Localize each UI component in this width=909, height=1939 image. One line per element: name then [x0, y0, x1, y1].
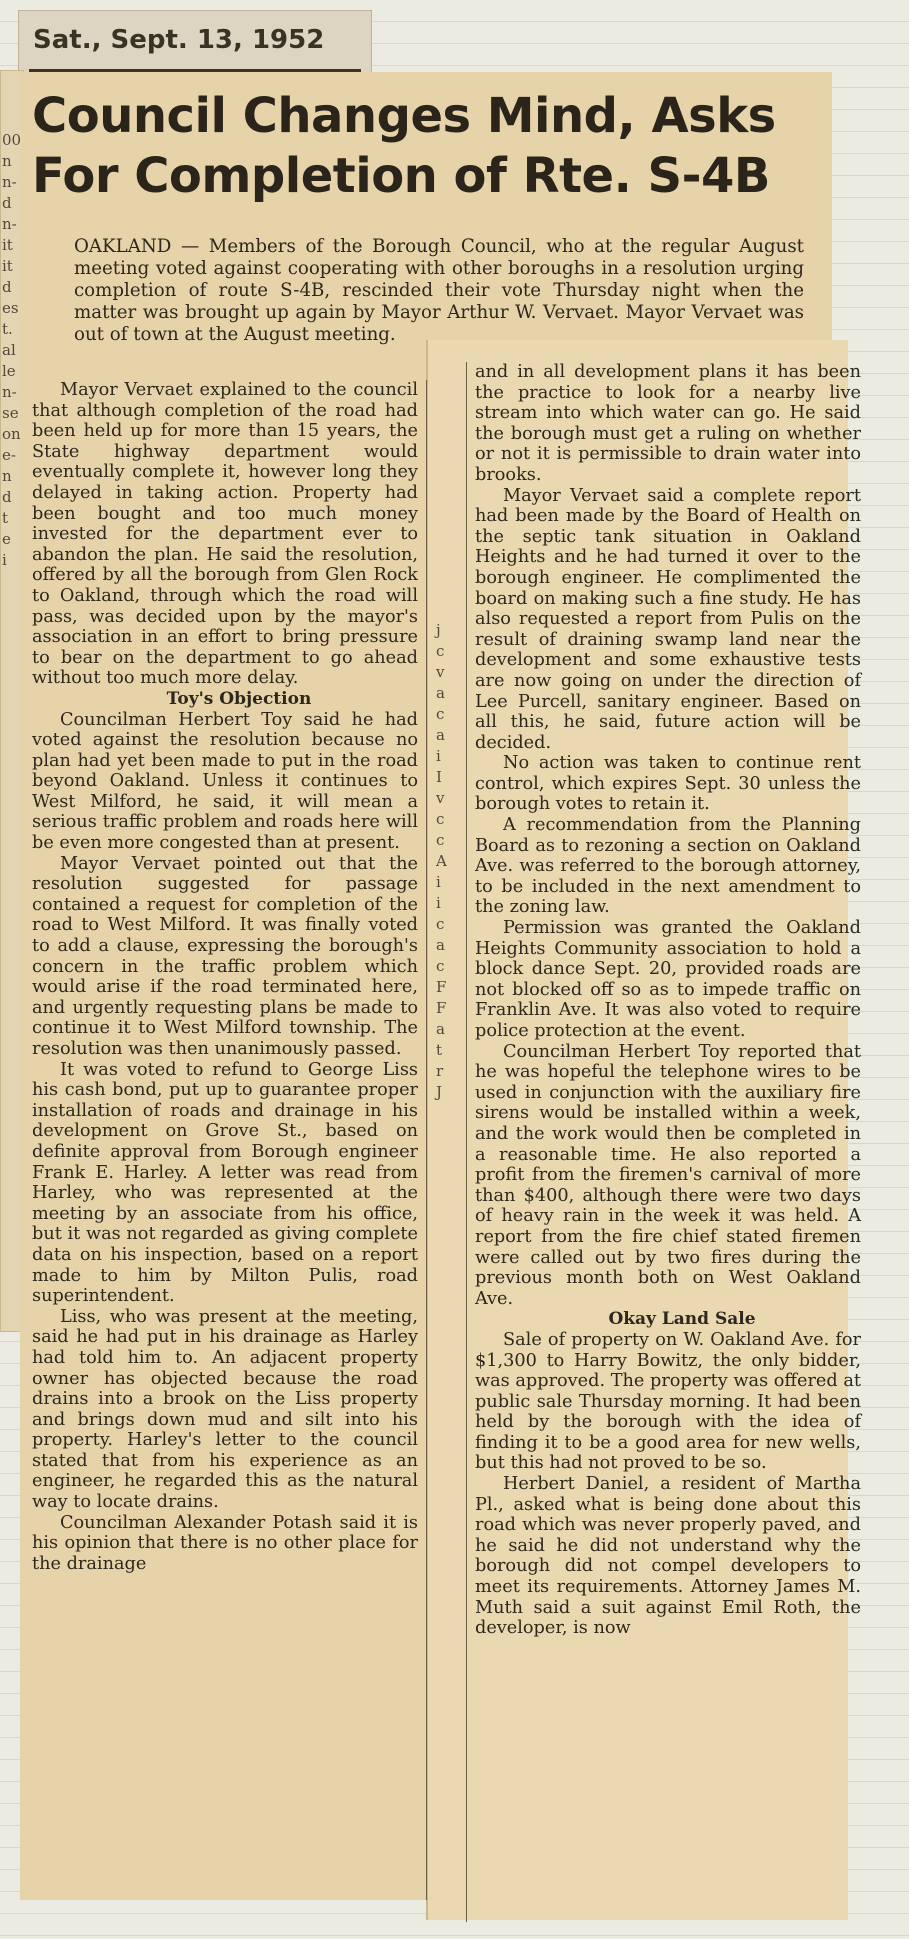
mid-margin-fragment-4: c: [436, 705, 445, 723]
left-margin-fragment-10: al: [2, 341, 16, 359]
mid-margin-fragment-18: F: [436, 999, 447, 1017]
left-paragraph-2: Councilman Herbert Toy said he had voted against the resolution because no plan had yet been made to put in the road beyond Oakland. Unless it continues to West Milford, he said, it will mean a serious traffic problem and roads here will be even more congested than at present.: [32, 709, 418, 854]
left-margin-fragment-11: le: [2, 362, 16, 380]
mid-margin-fragment-3: a: [436, 684, 445, 702]
left-paragraph-1: Mayor Vervaet explained to the council that although completion of the road had been held up for more than 15 years, the State highway department would eventually complete it, however long they delayed in taking action. Property had been bought and too much money invested for the department ever to abandon the plan. He said the resolution, offered by all the borough from Glen Rock to Oakland, through which the road will pass, was decided upon by the mayor's association in an effort to bring pressure to bear on the department to go ahead without too much more delay.: [32, 380, 418, 689]
right-paragraph-6: Councilman Herbert Toy reported that he was hopeful the telephone wires to be used in conjunction with the auxiliary fire sirens would be installed within a week, and the work would then be completed in a reasonable time. He also reported a profit from the firemen's carnival of more than $400, although there were two days of heavy rain in the week it was held. A report from the fire chief stated firemen were called out by two fires during the previous month both on West Oakland Ave.: [475, 1041, 861, 1309]
subhead-okay-land-sale: Okay Land Sale: [608, 1309, 756, 1330]
mid-margin-fragment-8: v: [436, 789, 445, 807]
lead-paragraph: OAKLAND — Members of the Borough Council, who at the regular August meeting voted against cooperating with other boroughs in a resolution urging completion of route S-4B, rescinded their vote Thursday night when the matter was brought up again by Mayor Arthur W. Vervaet. Mayor Vervaet was out of town at the August meeting.: [74, 236, 804, 345]
left-margin-fragment-13: se: [2, 404, 19, 422]
left-margin-fragments: [2, 130, 21, 571]
mid-margin-fragment-19: a: [436, 1020, 445, 1038]
right-paragraph-8: Herbert Daniel, a resident of Martha Pl., asked what is being done about this road which was never properly paved, and he said he did not understand why the borough did not compel developers to meet its requirements. Attorney James M. Muth said a suit against Emil Roth, the developer, is now: [475, 1474, 861, 1639]
left-margin-fragment-12: n-: [2, 383, 17, 401]
left-paragraph-5: Liss, who was present at the meeting, said he had put in his drainage as Harley had told him to. An adjacent property owner has objected because the road drains into a brook on the Liss property and brings down mud and silt into his property. Harley's letter to the council stated that from his experience as an engineer, he regarded this as the natural way to locate drains.: [32, 1306, 418, 1513]
left-paragraph-6: Councilman Alexander Potash said it is his opinion that there is no other place for the drainage: [32, 1512, 418, 1574]
right-paragraph-7: Sale of property on W. Oakland Ave. for $1,300 to Harry Bowitz, the only bidder, was approved. The property was offered at public sale Thursday morning. It had been held by the borough with the idea of finding it to be a good area for new wells, but this had not proved to be so.: [475, 1329, 861, 1474]
left-margin-fragment-3: d: [2, 194, 12, 212]
right-paragraph-1: and in all development plans it has been the practice to look for a nearby live stream into which water can go. He said the borough must get a ruling on whether or not it is permissible to drain water into brooks.: [475, 362, 861, 485]
subhead-toys-objection: Toy's Objection: [166, 688, 312, 709]
mid-margin-fragment-12: i: [436, 873, 441, 891]
left-margin-fragment-19: e: [2, 530, 11, 548]
left-paragraph-3: Mayor Vervaet pointed out that the resolution suggested for passage contained a request for completion of the road to West Milford. It was finally voted to add a clause, expressing the borough's concern in the traffic problem which would arise if the road terminated here, and urgently requesting plans be made to continue it to West Milford township. The resolution was then unanimously passed.: [32, 853, 418, 1059]
left-margin-fragment-5: it: [2, 236, 13, 254]
left-margin-fragment-0: 00: [2, 131, 22, 149]
left-margin-fragment-1: n: [2, 152, 12, 170]
left-margin-fragment-9: t.: [2, 320, 13, 338]
left-margin-fragment-6: it: [2, 257, 13, 275]
left-margin-fragment-20: i: [2, 551, 7, 569]
left-margin-fragment-16: n: [2, 467, 12, 485]
mid-margin-fragment-20: t: [436, 1041, 443, 1059]
mid-margin-fragments: [436, 620, 447, 1103]
left-margin-fragment-14: on: [2, 425, 21, 443]
right-paragraph-5: Permission was granted the Oakland Heights Community association to hold a block dance Sept. 20, provided roads are not blocked off so as to impede traffic on Franklin Ave. It was also voted to require police protection at the event.: [475, 918, 861, 1041]
mid-margin-fragment-22: J: [436, 1083, 443, 1101]
mid-margin-fragment-10: c: [436, 831, 445, 849]
right-paragraph-3: No action was taken to continue rent control, which expires Sept. 30 unless the borough votes to retain it.: [475, 753, 861, 815]
mid-margin-fragment-2: v: [436, 663, 445, 681]
mid-margin-fragment-11: A: [436, 852, 447, 870]
left-margin-fragment-18: t: [2, 509, 9, 527]
left-margin-fragment-8: es: [2, 299, 19, 317]
left-margin-fragment-7: d: [2, 278, 12, 296]
right-paragraph-2: Mayor Vervaet said a complete report had been made by the Board of Health on the septic tank situation in Oakland Heights and he had turned it over to the borough engineer. He complimented the board on making such a fine study. He has also requested a report from Pulis on the result of draining swamp land near the development and some exhaustive tests are now going on under the direction of Lee Purcell, sanitary engineer. Based on all this, he said, future action will be decided.: [475, 485, 861, 753]
mid-margin-fragment-1: c: [436, 642, 445, 660]
left-column: [32, 380, 427, 1900]
mid-margin-fragment-9: c: [436, 810, 445, 828]
article-lead: [74, 236, 804, 346]
left-margin-fragment-15: e-: [2, 446, 16, 464]
left-paragraph-4: It was voted to refund to George Liss his cash bond, put up to guarantee proper installation of roads and drainage in his development on Grove St., based on definite approval from Borough engineer Frank E. Harley. A letter was read from Harley, who was represented at the meeting by an associate from his office, but it was not regarded as giving complete data on his inspection, based on a report made to him by Milton Pulis, road superintendent.: [32, 1059, 418, 1307]
mid-margin-fragment-21: r: [436, 1062, 444, 1080]
mid-margin-fragment-14: c: [436, 915, 445, 933]
left-margin-fragment-4: n-: [2, 215, 17, 233]
dateline-clipping: [18, 10, 372, 74]
left-margin-fragment-2: n-: [2, 173, 17, 191]
mid-margin-fragment-6: i: [436, 747, 441, 765]
mid-margin-fragment-5: a: [436, 726, 445, 744]
mid-margin-fragment-17: F: [436, 978, 447, 996]
left-margin-fragment-17: d: [2, 488, 12, 506]
right-column: [466, 362, 861, 1922]
mid-margin-fragment-7: I: [436, 768, 442, 786]
right-paragraph-4: A recommendation from the Planning Board as to rezoning a section on Oakland Ave. was referred to the borough attorney, to be included in the next amendment to the zoning law.: [475, 815, 861, 918]
dateline: Sat., Sept. 13, 1952: [33, 25, 325, 55]
mid-margin-fragment-0: j: [436, 621, 441, 639]
mid-margin-fragment-16: c: [436, 957, 445, 975]
mid-margin-fragment-13: i: [436, 894, 441, 912]
mid-margin-fragment-15: a: [436, 936, 445, 954]
article-headline: Council Changes Mind, Asks For Completion of Rte. S-4B: [32, 88, 776, 204]
